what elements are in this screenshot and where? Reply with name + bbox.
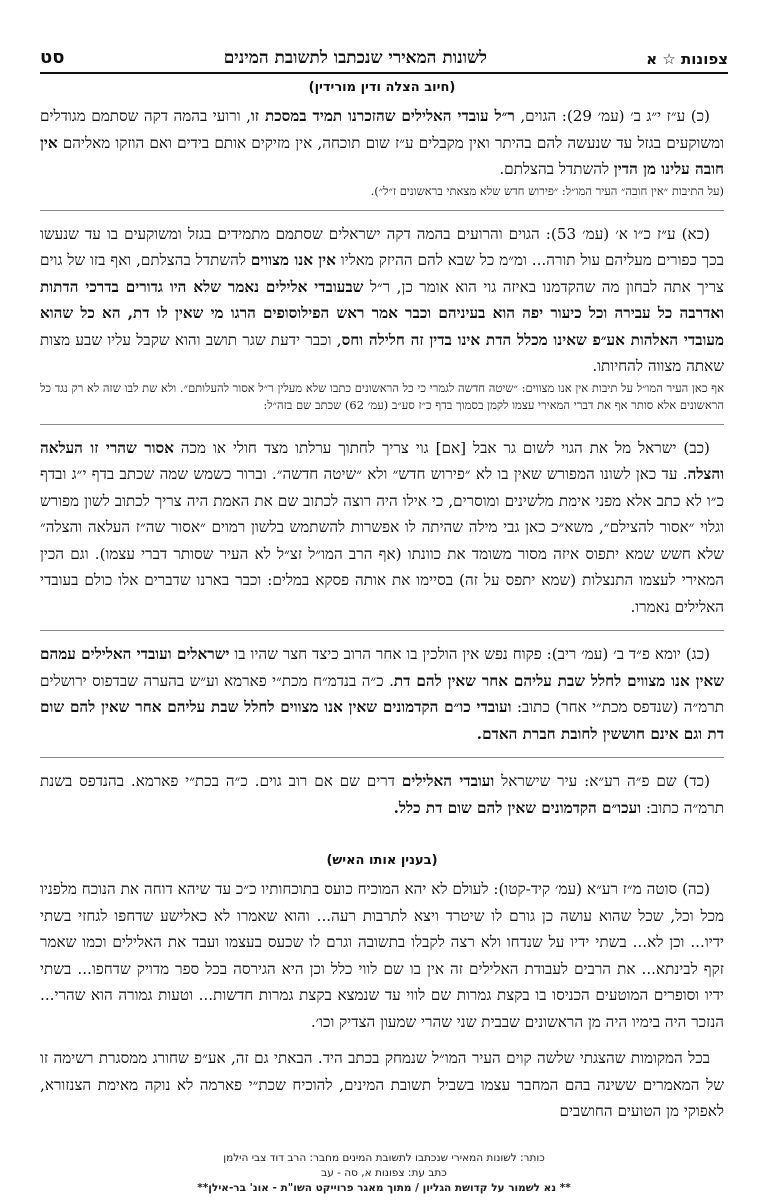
- p24-text-start: (כד) שם פ״ה רע״א: עיר שישראל: [494, 772, 710, 790]
- divider: [40, 757, 724, 758]
- running-title: לשונות המאירי שנכתבו לתשובת המינים: [223, 48, 487, 68]
- p22-bold-1: אסור שהרי זו העלאה והצלה: [40, 438, 724, 483]
- section-gap: [40, 831, 724, 853]
- page-body: [40, 80, 724, 1135]
- paragraph-23: [40, 641, 724, 747]
- paragraph-21: [40, 221, 724, 414]
- p21-editor-note: אף כאן העיר המו״ל על תיבות אין אנו מצווים: ״שיטה חדשה לגמרי כי כל הראשונים כתבו שלא מעלין ר״ל אסור להעלותם״. ולא שת לבו שזה לא רק נגד כל הראשונים אלא סותר אף את דברי המאירי עצמו לקמן בסמוך בדף כ״ז סע״ב (עמ׳ 62) שכתב שם בזה״ל:: [40, 380, 724, 412]
- p20-text-start: (כ) ע״ז י״ג ב׳ (עמ׳ 29): הגוים,: [514, 107, 710, 125]
- p23-bold-1: ישראלים ועובדי האלילים עמהם שאין אנו מצווים לחלל שבת עליהם אחר שאין להם דת: [40, 645, 724, 690]
- paragraph-22: [40, 435, 724, 621]
- p21-bold-2: שבעובדי אלילים נאמר שלא היו גדורים בדרכי הדתות ואדרבה כל עבירה וכל כיעור יפה הוא בעיניהם וכבר אמר ראש הפילוסופים הרגו מי שאין לו דת, הא כל שהוא מעובדי האלהות אע״פ שאינו מכלל הדת אינו בדין זה חלילה וחס: [40, 277, 725, 349]
- footer-journal: כתב עת: צפונות א, סה - עב: [321, 1167, 447, 1179]
- page-footer: [40, 1151, 728, 1196]
- p23-text-start: (כג) יומא פ״ד ב׳ (עמ׳ ריב): פקוח נפש אין הולכין בו אחר הרוב כיצד חצר שהיו בו: [229, 645, 711, 663]
- paragraph-24: [40, 768, 724, 821]
- p23-text-mid: . כ״ה בנדמ״ח מכת״י פארמא וע״ש בהערה שבדפוס ירושלים תרמ״ה (שנדפס מכת״י אחר) כתוב:: [40, 671, 724, 716]
- p24-bold-1: ועובדי האלילים: [401, 772, 495, 790]
- page-number: סט: [40, 47, 65, 68]
- footer-notice: ** נא לשמור על קדושת הגליון / מתוך מאגר פרוייקט השו"ת - אונ' בר-אילן**: [197, 1182, 571, 1194]
- p20-bold-2: אין חובה עלינו מן הדין: [40, 133, 724, 178]
- p24-text-mid: דרים שם אם רוב גוים. כ״ה בכת״י פארמא. בהנדפס בשנת תרמ״ה כתוב:: [40, 772, 724, 817]
- p20-text-end: להשתדל בהצלתם.: [499, 160, 614, 178]
- p20-editor-note: (על התיבות ״אין חובה״ העיר המו״ל: ״פירוש חדש שלא מצאתי בראשונים ז״ל״).: [370, 183, 724, 198]
- paragraph-25: (כה) סוטה מ״ז רע״א (עמ׳ קיד-קטו): לעולם לא יהא המוכיח כועס בתוכחותיו כ״כ עד שיהא דוחה את הנוכח מלפניו מכל וכל, שכל שהוא עושה כן גורם לו שיטרד ויצא לתרבות רעה... והוא שאמרו לא כאלישע שדחפו לגחזי בשתי ידיו... וכן לא... בשתי ידיו על שנדחו ולא רצה לקבלו בתשובה וגרם לו שכעס בעצמו ועבד את האלילים וכמו שאמר זקף לבינתא... את הרבים לעבודת האלילים זה אין בו שם לווי כלל וכן היא הגירסה בכל ספר מדויק שדחפו... בשתי ידיו וסופרים המוטעים הכניסו בו בקצת גמרות שם לווי עד שנמצא בקצת גמרות חדשות... וטעות גמורה הוא שהרי... הנזכר היה בימיו היה מן הראשונים שבבית שני שהרי שמעון הצדיק וכו׳.: [40, 880, 724, 1031]
- journal-name: צפונות ☆ א: [646, 50, 728, 68]
- page-header: [40, 38, 728, 74]
- p22-text-end: . עד כאן לשונו המפורש שאין בו לא ״פירוש חדש״ ולא ״שיטה חדשה״. וברור כשמש שמה שכתב בדף י״ג ובדף כ״ו לא כתב אלא מפני אימת מלשינים ומוסרים, כי אילו היה רוצה לכתוב שם את האמת היה צריך לכתוב לשון מפורש וגלוי ״אסור להצילם״, משא״כ כאן גבי מילה שהיתה לו אפשרות להשתמש בלשון רמוים ״אסור שה״ז העלאה והצלה״ שלא חשש שמא יתפוס איזה מסור משומד את כוונתו (אף הרב המו״ל זצ״ל לא העיר שסותר דברי עצמו). וגם הכין המאירי לעצמו התנצלות (שמא יתפס על זה) בסיימו את אותה פסקא במלים: וכבר בארנו שדברים אלו כולם בעובדי האלילים נאמרו.: [40, 465, 724, 616]
- footer-title-author: כותר: לשונות המאירי שנכתבו לתשובת המינים מחבר: הרב דוד צבי הילמן: [223, 1152, 545, 1164]
- divider: [40, 630, 724, 631]
- section-title-that-man: (בענין אותו האיש): [326, 853, 438, 868]
- p21-text-mid: להשתדל בהצלתם, ואף בזו של גוים צריך אתה לבחון מה שהקדמנו באיזה גוי הוא אומר כן, ר״ל: [40, 251, 724, 296]
- p20-bold-1: ר״ל עובדי האלילים שהזכרנו תמיד במסכת זו: [250, 107, 515, 125]
- divider: [40, 424, 724, 425]
- p20-text-mid: , ורועי בהמה דקה שסתמם מגודלים ומשוקעים בגזל עד שנעשה להם בהיתר ואין מקבלים ע״ז שום תוכחה, אין מזיקים אותם בידים ואם הוזקו מאליהם: [40, 107, 724, 152]
- divider: [40, 210, 724, 211]
- paragraph-20: [40, 103, 724, 200]
- p21-text-start: (כא) ע״ז כ״ו א׳ (עמ׳ 53): הגוים והרועים בהמה דקה ישראלים שסתמם מתמידים בגזל ומשוקעים בו עד שנעשו בכך כפורים מעליהם עול תורה... ומ״מ כל שבא להם ההיזק מאליו: [40, 224, 725, 269]
- paragraph-closing: בכל המקומות שהצגתי שלשה קוים העיר המו״ל שנמחק בכתב היד. הבאתי גם זה, אע״פ שחורג ממסגרת רשימה זו של המאמרים ששינה בהם המחבר עצמו בשביל תשובת המינים, להוכיח שכת״י פארמה לא נוקה מאימת הצנזורא, לאפוקי מן הטועים החושבים: [40, 1049, 724, 1120]
- section-title-rescue: (חיוב הצלה ודין מורידין): [308, 80, 456, 95]
- p24-bold-2: ועכו״ם הקדמונים שאין להם שום דת כלל.: [393, 798, 642, 817]
- p23-bold-2: ועובדי כו״ם הקדמונים שאין אנו מצווים לחלל שבת עליהם אחר שאין להם שום דת וגם אינם חוששין לחובת חברת האדם.: [40, 698, 724, 743]
- p22-text-start: (כב) ישראל מל את הגוי לשום גר אבל [אם] גוי צריך לחתוך ערלתו מצד חולי או מכה: [173, 438, 710, 457]
- p21-text-end: , וכבר ידעת שגר תושב והוא שקבל עליו שבע מצות שאתה מצווה להחיותו.: [40, 330, 724, 375]
- p21-bold-1: אין אנו מצווים: [250, 251, 336, 269]
